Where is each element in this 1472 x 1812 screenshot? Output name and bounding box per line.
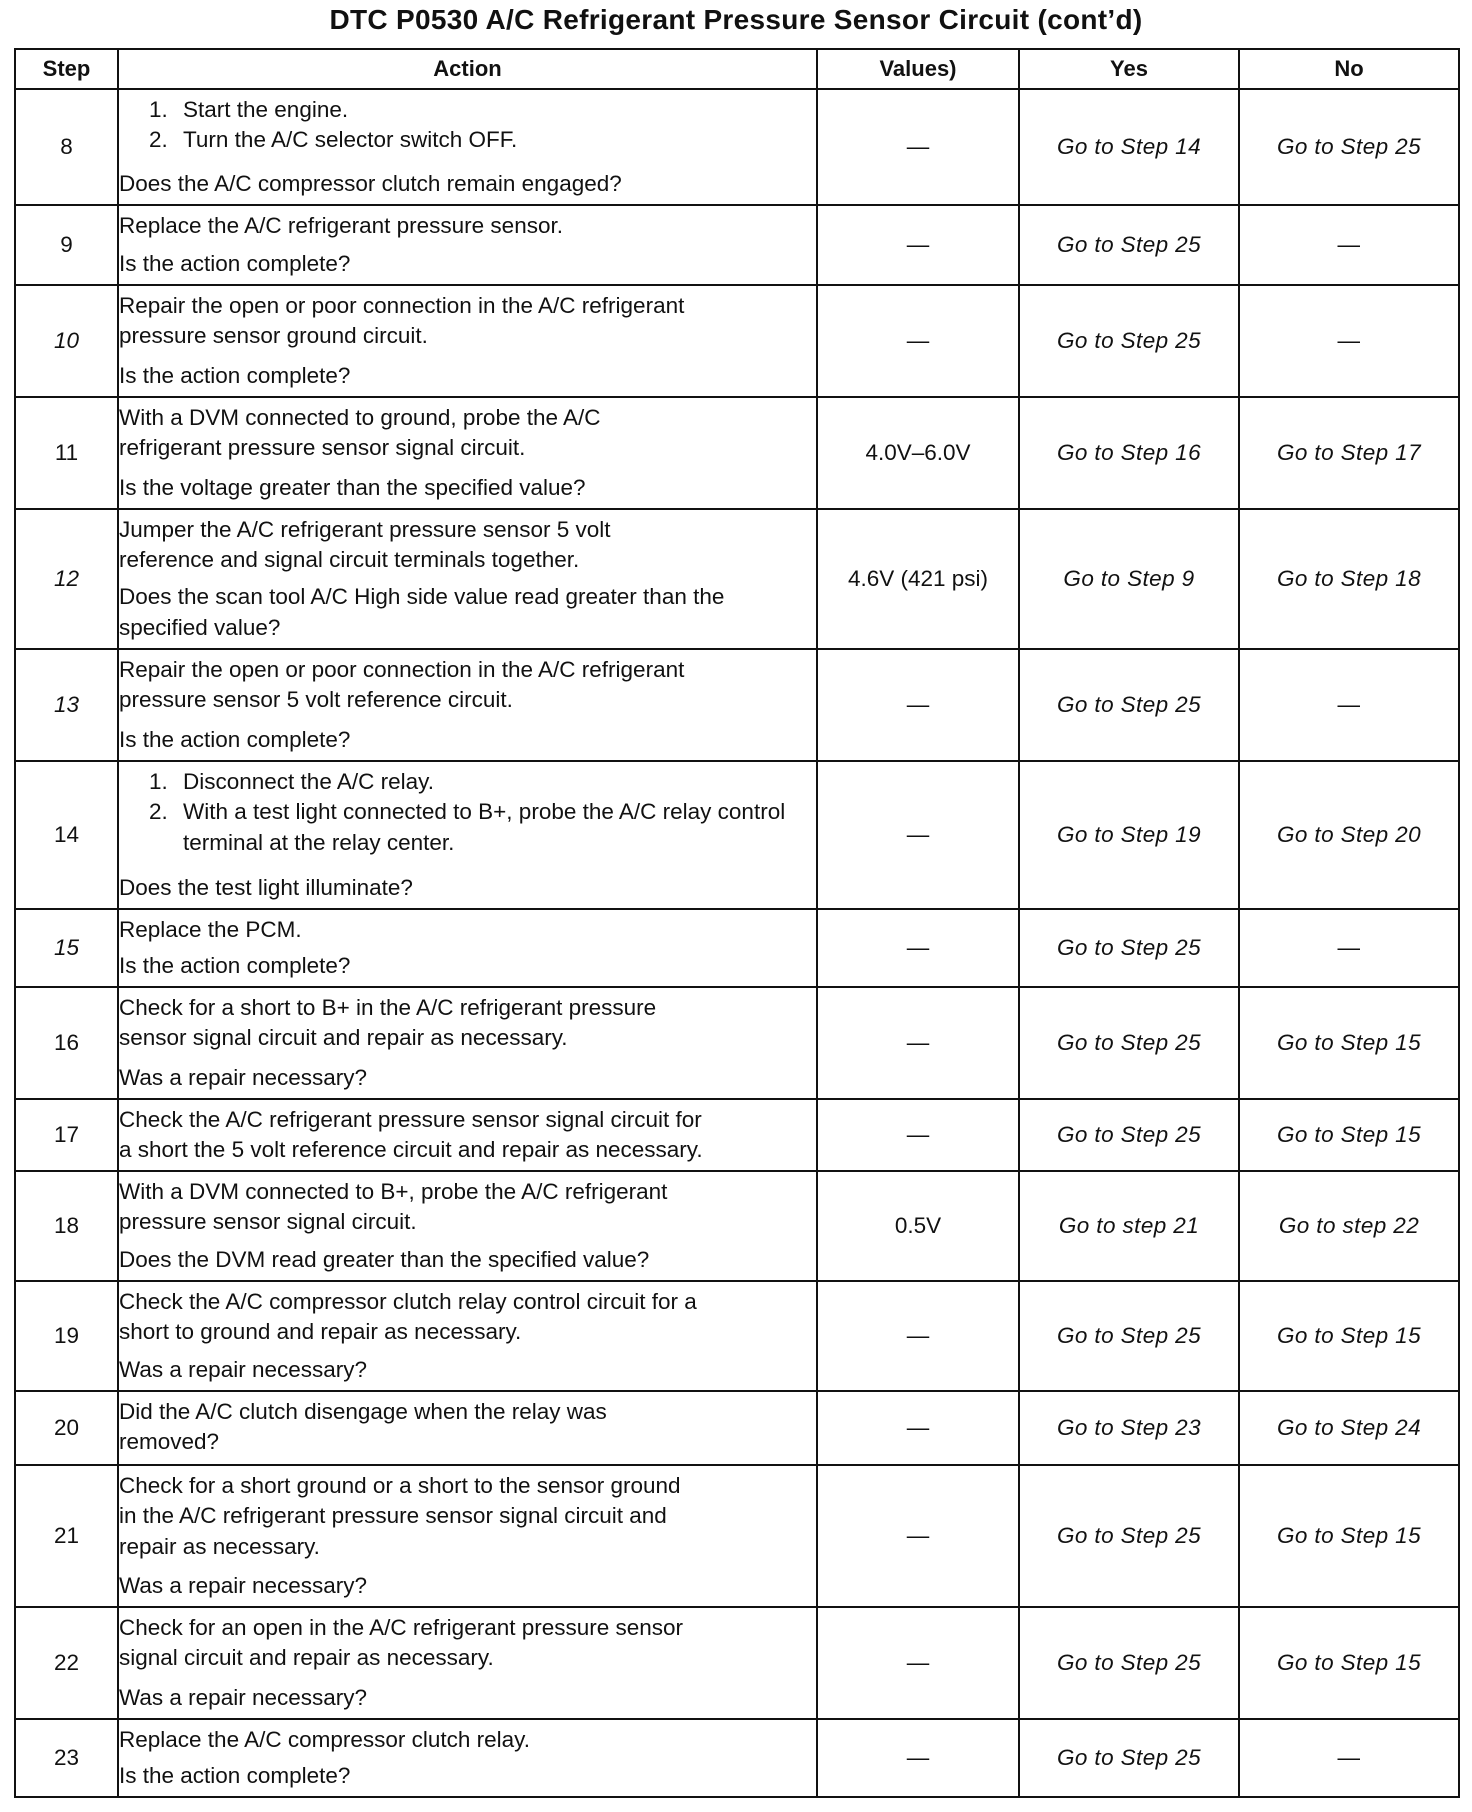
action-cell — [118, 909, 817, 987]
column-header-yes: Yes — [1019, 49, 1239, 89]
value-cell: — — [817, 649, 1019, 761]
numbered-instruction — [119, 95, 816, 125]
instruction-text: With a test light connected to B+, probe the A/C relay control terminal at the relay center. — [183, 799, 786, 855]
no-cell: Go to Step 15 — [1239, 1099, 1459, 1171]
table-body — [15, 89, 1459, 1797]
numbered-instruction — [119, 797, 816, 858]
action-text: Check for an open in the A/C refrigerant pressure sensor — [119, 1615, 684, 1640]
value-cell: — — [817, 909, 1019, 987]
action-text: Repair the open or poor connection in the A/C refrigerant — [119, 657, 685, 682]
action-cell — [118, 1281, 817, 1391]
value-cell: 4.0V–6.0V — [817, 397, 1019, 509]
action-text: reference and signal circuit terminals together. — [119, 547, 580, 573]
table-row — [15, 1391, 1459, 1465]
action-text: signal circuit and repair as necessary. — [119, 1645, 494, 1671]
action-question: Was a repair necessary? — [119, 1572, 368, 1598]
action-question: Is the action complete? — [119, 1763, 351, 1788]
no-cell: Go to Step 15 — [1239, 1465, 1459, 1607]
action-cell — [118, 1607, 817, 1719]
no-cell: Go to Step 20 — [1239, 761, 1459, 909]
value-cell: — — [817, 1719, 1019, 1797]
instruction-number: 2. — [149, 799, 168, 825]
value-cell: — — [817, 761, 1019, 909]
value-cell: — — [817, 1281, 1019, 1391]
step-number: 10 — [15, 285, 118, 397]
value-cell: — — [817, 89, 1019, 205]
no-cell: Go to Step 17 — [1239, 397, 1459, 509]
action-cell — [118, 1719, 817, 1797]
instruction-text: Disconnect the A/C relay. — [183, 769, 434, 794]
action-question: Does the A/C compressor clutch remain engaged? — [119, 170, 622, 196]
table-row — [15, 909, 1459, 987]
numbered-instruction — [119, 125, 816, 155]
no-cell: Go to Step 15 — [1239, 987, 1459, 1099]
action-text: pressure sensor ground circuit. — [119, 323, 428, 349]
instruction-number: 1. — [149, 769, 168, 794]
yes-cell: Go to Step 25 — [1019, 285, 1239, 397]
action-question: Does the test light illuminate? — [119, 874, 413, 900]
table-row — [15, 509, 1459, 649]
action-text: Replace the PCM. — [119, 916, 302, 942]
instruction-text: Turn the A/C selector switch OFF. — [183, 127, 518, 153]
table-row — [15, 649, 1459, 761]
instruction-number: 1. — [149, 97, 168, 122]
no-cell: Go to step 22 — [1239, 1171, 1459, 1281]
no-cell: Go to Step 25 — [1239, 89, 1459, 205]
action-cell — [118, 1099, 817, 1171]
step-number: 9 — [15, 205, 118, 285]
value-cell: — — [817, 205, 1019, 285]
no-cell: — — [1239, 285, 1459, 397]
action-text: Check for a short to B+ in the A/C refrigerant pressure — [119, 995, 657, 1020]
step-number: 17 — [15, 1099, 118, 1171]
table-row — [15, 987, 1459, 1099]
value-cell: 4.6V (421 psi) — [817, 509, 1019, 649]
action-cell — [118, 285, 817, 397]
action-text: Check the A/C refrigerant pressure sensor signal circuit for — [119, 1106, 702, 1132]
no-cell: Go to Step 15 — [1239, 1607, 1459, 1719]
page-title: DTC P0530 A/C Refrigerant Pressure Sensor Circuit (cont’d) — [329, 4, 1143, 35]
yes-cell: Go to Step 25 — [1019, 649, 1239, 761]
yes-cell: Go to Step 23 — [1019, 1391, 1239, 1465]
column-header-values: Values) — [817, 49, 1019, 89]
no-cell: Go to Step 15 — [1239, 1281, 1459, 1391]
action-text: sensor signal circuit and repair as necessary. — [119, 1025, 568, 1051]
instruction-number: 2. — [149, 127, 168, 153]
no-cell: Go to Step 24 — [1239, 1391, 1459, 1465]
action-text: removed? — [119, 1429, 220, 1455]
value-cell: — — [817, 1607, 1019, 1719]
column-header-no: No — [1239, 49, 1459, 89]
action-cell — [118, 1391, 817, 1465]
value-cell: — — [817, 1465, 1019, 1607]
value-cell: 0.5V — [817, 1171, 1019, 1281]
table-row — [15, 761, 1459, 909]
action-text: a short the 5 volt reference circuit and repair as necessary. — [119, 1137, 703, 1162]
header-row — [15, 49, 1459, 89]
step-number: 19 — [15, 1281, 118, 1391]
action-question: Was a repair necessary? — [119, 1064, 368, 1090]
diagnostic-table — [14, 48, 1460, 1798]
action-text: pressure sensor signal circuit. — [119, 1209, 417, 1235]
action-text: refrigerant pressure sensor signal circuit. — [119, 435, 526, 461]
step-number: 16 — [15, 987, 118, 1099]
action-text: Replace the A/C compressor clutch relay. — [119, 1726, 531, 1752]
action-question: Was a repair necessary? — [119, 1684, 368, 1710]
action-question: Is the action complete? — [119, 362, 351, 388]
yes-cell: Go to Step 25 — [1019, 909, 1239, 987]
table-row — [15, 1719, 1459, 1797]
no-cell: — — [1239, 909, 1459, 987]
table-row — [15, 397, 1459, 509]
table-row — [15, 1171, 1459, 1281]
action-text: Repair the open or poor connection in the A/C refrigerant — [119, 293, 685, 318]
action-cell — [118, 89, 817, 205]
yes-cell: Go to Step 25 — [1019, 1099, 1239, 1171]
yes-cell: Go to step 21 — [1019, 1171, 1239, 1281]
step-number: 12 — [15, 509, 118, 649]
yes-cell: Go to Step 25 — [1019, 987, 1239, 1099]
no-cell: — — [1239, 205, 1459, 285]
step-number: 13 — [15, 649, 118, 761]
action-text: Check for a short ground or a short to the sensor ground — [119, 1473, 681, 1498]
step-number: 21 — [15, 1465, 118, 1607]
action-question: Does the DVM read greater than the specified value? — [119, 1246, 650, 1272]
action-question: Is the action complete? — [119, 953, 351, 978]
instruction-text: Start the engine. — [183, 97, 349, 122]
action-cell — [118, 509, 817, 649]
action-question: Is the voltage greater than the specified value? — [119, 474, 586, 500]
yes-cell: Go to Step 25 — [1019, 1465, 1239, 1607]
action-question: Is the action complete? — [119, 726, 351, 752]
action-question: Was a repair necessary? — [119, 1356, 368, 1382]
yes-cell: Go to Step 25 — [1019, 205, 1239, 285]
yes-cell: Go to Step 25 — [1019, 1719, 1239, 1797]
action-cell — [118, 397, 817, 509]
value-cell: — — [817, 1391, 1019, 1465]
table-row — [15, 1465, 1459, 1607]
action-text: Jumper the A/C refrigerant pressure sensor 5 volt — [119, 517, 611, 542]
action-text: pressure sensor 5 volt reference circuit. — [119, 687, 513, 713]
action-text: Check the A/C compressor clutch relay control circuit for a — [119, 1289, 697, 1314]
table-row — [15, 1099, 1459, 1171]
action-text: Replace the A/C refrigerant pressure sensor. — [119, 213, 563, 238]
action-text: in the A/C refrigerant pressure sensor signal circuit and — [119, 1503, 667, 1529]
action-cell — [118, 1465, 817, 1607]
yes-cell: Go to Step 9 — [1019, 509, 1239, 649]
table-row — [15, 205, 1459, 285]
action-cell — [118, 205, 817, 285]
action-text: short to ground and repair as necessary. — [119, 1319, 522, 1345]
step-number: 15 — [15, 909, 118, 987]
yes-cell: Go to Step 25 — [1019, 1607, 1239, 1719]
no-cell: Go to Step 18 — [1239, 509, 1459, 649]
action-text: With a DVM connected to B+, probe the A/C refrigerant — [119, 1179, 668, 1204]
action-cell — [118, 649, 817, 761]
action-text: Did the A/C clutch disengage when the relay was — [119, 1399, 607, 1424]
table-row — [15, 89, 1459, 205]
yes-cell: Go to Step 25 — [1019, 1281, 1239, 1391]
table-row — [15, 1607, 1459, 1719]
table-row — [15, 285, 1459, 397]
action-cell — [118, 1171, 817, 1281]
step-number: 22 — [15, 1607, 118, 1719]
action-question: Is the action complete? — [119, 250, 351, 276]
no-cell: — — [1239, 1719, 1459, 1797]
table-row — [15, 1281, 1459, 1391]
column-header-action: Action — [118, 49, 817, 89]
step-number: 20 — [15, 1391, 118, 1465]
action-cell — [118, 761, 817, 909]
column-header-step: Step — [15, 49, 118, 89]
no-cell: — — [1239, 649, 1459, 761]
numbered-instruction — [119, 767, 816, 797]
yes-cell: Go to Step 19 — [1019, 761, 1239, 909]
yes-cell: Go to Step 16 — [1019, 397, 1239, 509]
value-cell: — — [817, 987, 1019, 1099]
action-cell — [118, 987, 817, 1099]
value-cell: — — [817, 1099, 1019, 1171]
step-number: 11 — [15, 397, 118, 509]
yes-cell: Go to Step 14 — [1019, 89, 1239, 205]
action-text: repair as necessary. — [119, 1533, 320, 1559]
action-text: With a DVM connected to ground, probe the A/C — [119, 405, 601, 430]
step-number: 8 — [15, 89, 118, 205]
value-cell: — — [817, 285, 1019, 397]
step-number: 14 — [15, 761, 118, 909]
step-number: 23 — [15, 1719, 118, 1797]
step-number: 18 — [15, 1171, 118, 1281]
action-question: Does the scan tool A/C High side value read greater than the specified value? — [119, 584, 725, 640]
